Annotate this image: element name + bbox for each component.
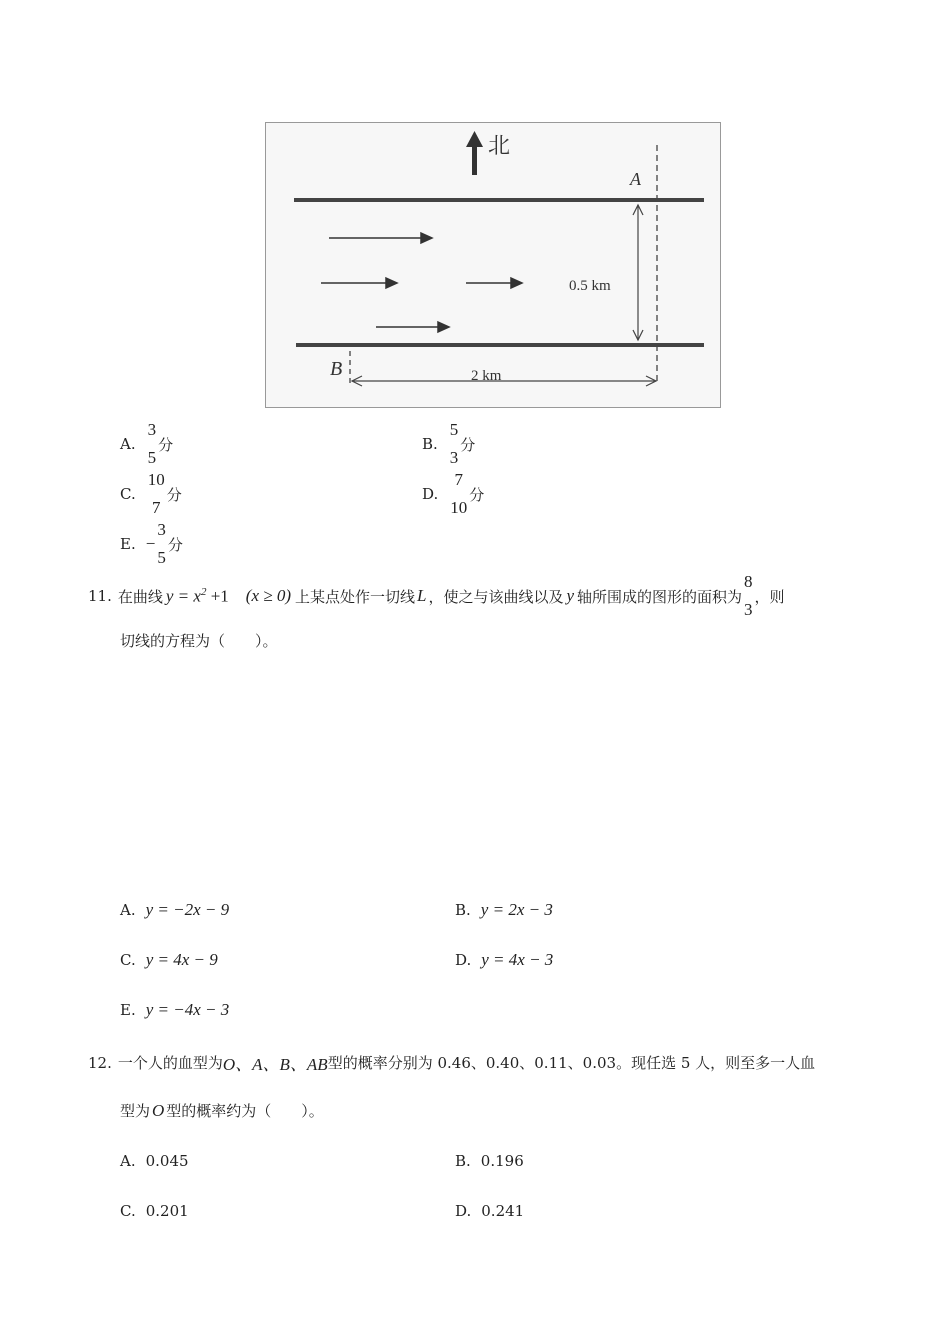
option-label: B. [455, 1152, 471, 1170]
q11-option-a[interactable] [120, 900, 229, 920]
option-label: A. [120, 901, 136, 919]
q11-text: 轴所围成的图形的面积为 [577, 587, 743, 606]
q10-option-b[interactable] [422, 416, 475, 472]
option-fraction: 3 5 [147, 420, 157, 467]
option-value: 0.241 [481, 1202, 525, 1220]
option-expression: y = 4x − 3 [481, 950, 554, 969]
q11-option-c[interactable] [120, 950, 218, 970]
q11-option-e[interactable] [120, 1000, 229, 1020]
question-number: 12. [88, 1053, 112, 1072]
point-a-label: A [630, 169, 641, 189]
curve-expression: $y = x^2 +1$ [165, 585, 229, 606]
width-dimension [633, 205, 643, 340]
option-unit: 分 [158, 435, 174, 454]
q12-text: 一个人的血型为 [117, 1054, 223, 1072]
q10-option-a[interactable] [120, 416, 173, 472]
option-unit: 分 [460, 435, 476, 454]
length-label: 2 km [471, 368, 502, 384]
option-label: D. [455, 1202, 472, 1220]
river-diagram [265, 122, 721, 408]
q12-option-a[interactable] [120, 1152, 189, 1170]
river-diagram-svg [266, 123, 720, 407]
option-unit: 分 [167, 535, 183, 554]
option-label: D. [422, 485, 439, 503]
q10-option-e[interactable] [120, 516, 183, 572]
option-value: 0.196 [480, 1152, 524, 1170]
q12-line2 [120, 1100, 324, 1121]
current-arrow-icon [376, 322, 449, 332]
q11-text: ，则 [754, 587, 785, 606]
condition: (x ≥ 0) [245, 586, 291, 605]
q10-option-c[interactable] [120, 466, 182, 522]
q12-option-b[interactable] [455, 1152, 524, 1170]
tangent-symbol: L [417, 586, 427, 605]
option-fraction: 5 3 [449, 420, 459, 467]
length-dimension [352, 376, 656, 386]
option-label: C. [120, 951, 136, 969]
option-expression: y = −4x − 3 [145, 1000, 230, 1019]
axis-symbol: y [566, 586, 575, 605]
option-fraction: 7 10 [450, 470, 468, 517]
question-number: 11. [88, 587, 112, 605]
option-label: E. [120, 535, 136, 553]
q11-text: 上某点处作一切线 [294, 587, 415, 606]
q11-option-d[interactable] [455, 950, 553, 970]
option-value: 0.201 [145, 1202, 189, 1220]
option-fraction: 3 5 [157, 520, 166, 567]
q11-line2: 切线的方程为（ ）。 [120, 632, 278, 650]
north-label: 北 [488, 134, 511, 159]
current-arrow-icon [329, 233, 432, 243]
option-label: E. [120, 1001, 136, 1019]
q12-option-c[interactable] [120, 1202, 189, 1220]
q11-stem [88, 568, 785, 624]
area-fraction: 8 3 [744, 572, 753, 619]
option-expression: y = −2x − 9 [145, 900, 230, 919]
current-arrow-icon [321, 278, 397, 288]
q11-option-b[interactable] [455, 900, 553, 920]
option-label: A. [120, 1152, 136, 1170]
q11-text: 在曲线 [117, 587, 163, 606]
north-arrow-icon [466, 131, 483, 175]
q12-text: 型的概率分别为 0.46、0.40、0.11、0.03。现任选 5 人，则至多一人血 [327, 1054, 816, 1072]
width-label: 0.5 km [569, 278, 611, 294]
option-label: C. [120, 1202, 136, 1220]
option-fraction: 10 7 [147, 470, 165, 517]
point-b-label: B [330, 358, 343, 380]
option-sign: − [145, 534, 156, 553]
current-arrow-icon [466, 278, 522, 288]
option-label: A. [120, 435, 136, 453]
option-unit: 分 [469, 485, 485, 504]
option-unit: 分 [166, 485, 182, 504]
option-label: D. [455, 951, 472, 969]
option-value: 0.045 [145, 1152, 189, 1170]
blood-types: O、A、B、AB [222, 1055, 328, 1074]
option-label: B. [422, 435, 438, 453]
q12-text: 型为 [120, 1102, 151, 1120]
q10-option-d[interactable] [422, 466, 484, 522]
q11-text: ，使之与该曲线以及 [428, 587, 564, 606]
q12-option-d[interactable] [455, 1202, 524, 1220]
option-label: B. [455, 901, 471, 919]
option-expression: y = 2x − 3 [480, 900, 553, 919]
q12-stem [88, 1050, 815, 1075]
q12-text: 型的概率约为（ ）。 [166, 1102, 324, 1120]
option-label: C. [120, 485, 136, 503]
option-expression: y = 4x − 9 [145, 950, 218, 969]
blood-type-o: O [152, 1100, 165, 1120]
